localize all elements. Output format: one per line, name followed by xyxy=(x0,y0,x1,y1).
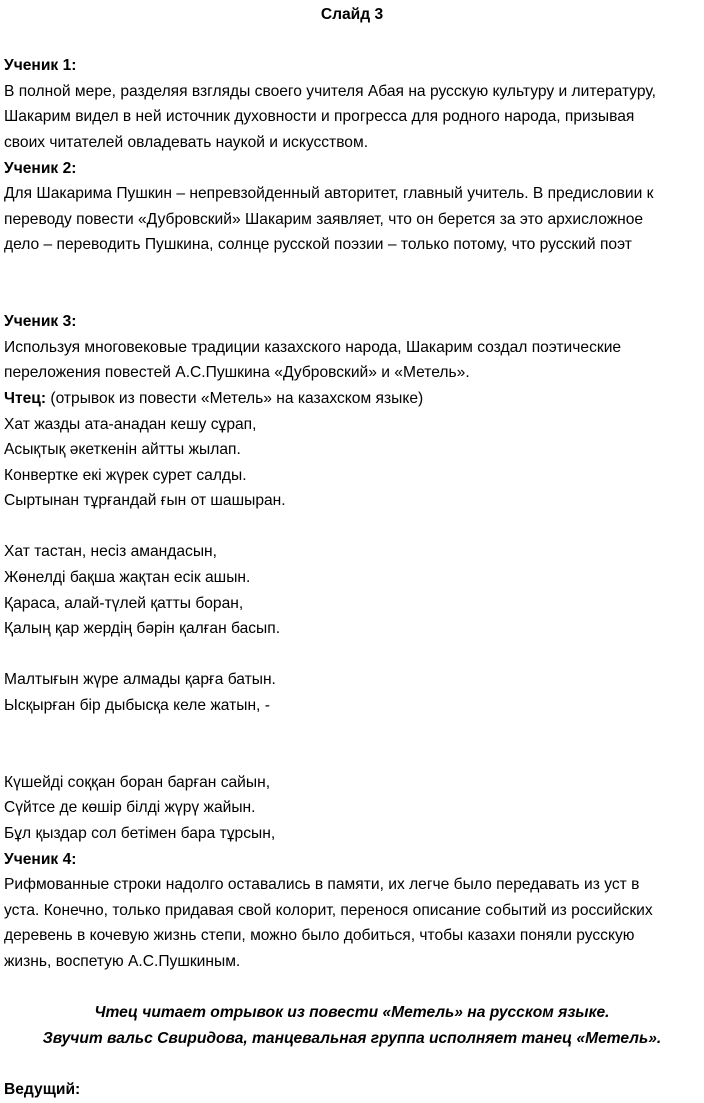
poem-line: Жөнелді бақша жақтан есік ашын. xyxy=(4,569,251,587)
poem-line: Малтығын жүре алмады қарға батын. xyxy=(4,671,276,689)
text-line: жизнь, воспетую А.С.Пушкиным. xyxy=(4,952,241,970)
host-label: Ведущий: xyxy=(4,1080,81,1098)
text-line: Используя многовековые традиции казахского народа, Шакарим создал поэтические xyxy=(4,338,622,356)
student-4-block xyxy=(4,847,700,975)
text-line: уста. Конечно, только придавая свой колорит, перенося описание событий из российских xyxy=(4,901,653,919)
text-line: деревень в кочевую жизнь степи, можно было добиться, чтобы казахи поняли русскую xyxy=(4,927,635,945)
text-line: переложения повестей А.С.Пушкина «Дубровский» и «Метель». xyxy=(4,364,470,382)
student-4-label: Ученик 4: xyxy=(4,850,77,868)
poem-stanza-1 xyxy=(4,412,700,514)
student-2-label: Ученик 2: xyxy=(4,159,77,177)
poem-line: Қалың қар жердің бәрін қалған басып. xyxy=(4,620,281,638)
student-3-label: Ученик 3: xyxy=(4,313,77,331)
reader-label: Чтец: xyxy=(4,389,47,407)
text-line: В полной мере, разделяя взгляды своего учителя Абая на русскую культуру и литературу, xyxy=(4,82,656,100)
stage-direction-line: Чтец читает отрывок из повести «Метель» на русском языке. xyxy=(94,1004,610,1022)
poem-line: Хат тастан, несіз амандасын, xyxy=(4,543,217,561)
reader-line xyxy=(4,386,700,412)
student-1-block xyxy=(4,53,700,155)
text-line: дело – переводить Пушкина, солнце русской поэзии – только потому, что русский поэт xyxy=(4,236,632,254)
stage-directions xyxy=(4,1000,700,1051)
stage-direction-line: Звучит вальс Свиридова, танцевальная группа исполняет танец «Метель». xyxy=(42,1029,662,1047)
poem-line: Хат жазды ата-анадан кешу сұрап, xyxy=(4,415,257,433)
poem-stanza-3 xyxy=(4,667,700,718)
text-line: переводу повести «Дубровский» Шакарим заявляет, что он берется за это архисложное xyxy=(4,210,644,228)
poem-line: Күшейді соққан боран барған сайын, xyxy=(4,773,271,791)
poem-line: Сыртынан тұрғандай ғын от шашыран. xyxy=(4,492,286,510)
student-2-block xyxy=(4,156,700,258)
poem-stanza-4 xyxy=(4,770,700,847)
text-line: Шакарим видел в ней источник духовности и прогресса для родного народа, призывая xyxy=(4,108,635,126)
poem-line: Қараса, алай-түлей қатты боран, xyxy=(4,594,244,612)
poem-line: Ысқырған бір дыбысқа келе жатын, - xyxy=(4,697,270,715)
text-line: Рифмованные строки надолго оставались в памяти, их легче было передавать из уст в xyxy=(4,876,640,894)
student-3-block xyxy=(4,309,700,386)
poem-line: Асықтық әкеткенін айтты жылап. xyxy=(4,441,241,459)
text-line: своих читателей овладевать наукой и искусством. xyxy=(4,133,369,151)
poem-line: Конвертке екі жүрек сурет салды. xyxy=(4,466,247,484)
poem-line: Сүйтсе де көшір білді жүрү жайын. xyxy=(4,799,256,817)
poem-line: Бұл қыздар сол бетімен бара тұрсын, xyxy=(4,825,276,842)
student-1-label: Ученик 1: xyxy=(4,57,77,75)
poem-stanza-2 xyxy=(4,539,700,641)
slide-title: Слайд 3 xyxy=(320,6,384,23)
text-line: Для Шакарима Пушкин – непревзойденный авторитет, главный учитель. В предисловии к xyxy=(4,185,654,203)
reader-note: (отрывок из повести «Метель» на казахском языке) xyxy=(46,389,424,407)
